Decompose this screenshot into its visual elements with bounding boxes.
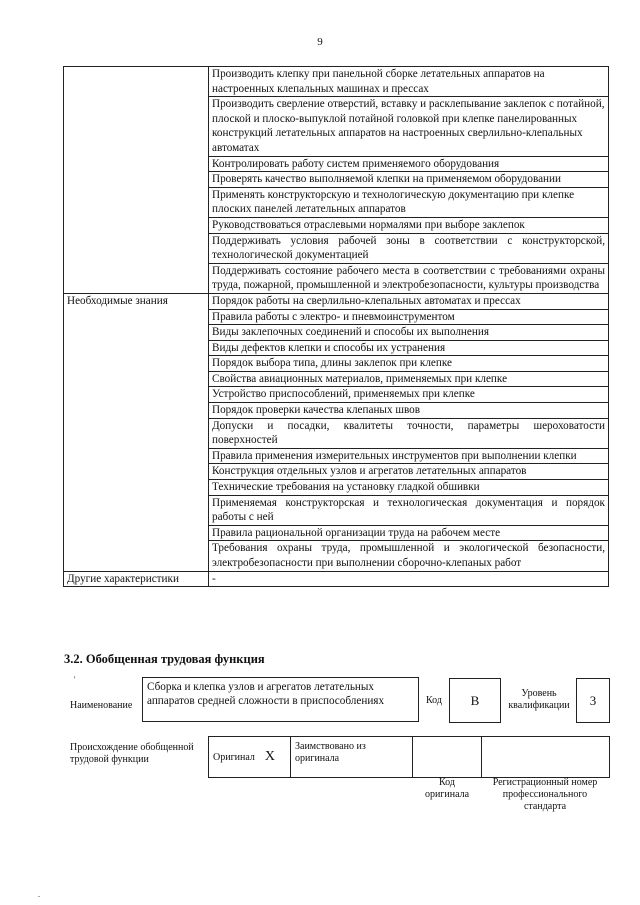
table-row: [64, 571, 609, 587]
borrowed-label: Заимствовано из оригинала: [291, 737, 413, 777]
code-label: Код: [426, 695, 442, 706]
code-original-caption: Код оригинала: [424, 777, 470, 800]
category-cell-empty: [64, 67, 209, 294]
knowledge-item: Виды заклепочных соединений и способы их выполнения: [209, 325, 609, 341]
tick-mark: ': [74, 675, 76, 684]
table-row: [64, 293, 609, 309]
qualification-level-box: 3: [576, 678, 610, 723]
origin-label: Происхождение обобщенной трудовой функции: [70, 742, 194, 765]
code-box: B: [449, 678, 501, 723]
section-title: 3.2. Обобщенная трудовая функция: [64, 652, 265, 666]
qualification-level-label: Уровень квалификации: [508, 688, 570, 711]
knowledge-item: Допуски и посадки, квалитеты точности, параметры шероховатости поверхностей: [209, 418, 609, 448]
skills-table: [63, 66, 609, 587]
function-name-box: Сборка и клепка узлов и агрегатов летательных аппаратов средней сложности в приспособлениях: [142, 677, 419, 722]
original-code-cell: [413, 737, 482, 777]
skill-item: Контролировать работу систем применяемого оборудования: [209, 156, 609, 172]
knowledge-item: Порядок проверки качества клепаных швов: [209, 403, 609, 419]
skill-item: Производить сверление отверстий, вставку и расклепывание заклепок с потайной, плоской и плоско-выпуклой потайной головкой при клепке панелированных конструкций летательных аппаратов на настроенных сверлильно-клепальных автоматах: [209, 97, 609, 156]
knowledge-item: Правила работы с электро- и пневмоинструментом: [209, 309, 609, 325]
name-label: Наименование: [70, 700, 133, 711]
skill-item: Поддерживать состояние рабочего места в соответствии с требованиями охраны труда, пожарной, промышленной и электробезопасности, культуры производства: [209, 263, 609, 293]
knowledge-item: Правила рациональной организации труда на рабочем месте: [209, 525, 609, 541]
page-number: 9: [317, 36, 323, 48]
origin-row: [208, 736, 610, 778]
knowledge-item: Технические требования на установку гладкой обшивки: [209, 480, 609, 496]
registration-number-caption: Регистрационный номер профессионального стандарта: [492, 777, 598, 812]
skill-item: Проверять качество выполняемой клепки на применяемом оборудовании: [209, 172, 609, 188]
other-characteristics-label: Другие характеристики: [64, 571, 209, 587]
knowledge-item: Порядок выбора типа, длины заклепок при клепке: [209, 356, 609, 372]
original-label: Оригинал: [213, 751, 255, 763]
skill-item: Производить клепку при панельной сборке летательных аппаратов на настроенных клепальных машинах и прессах: [209, 67, 609, 97]
original-cell: [209, 737, 291, 777]
original-mark: X: [264, 749, 276, 764]
knowledge-item: Правила применения измерительных инструментов при выполнении клепки: [209, 448, 609, 464]
knowledge-item: Применяемая конструкторская и технологическая документация и порядок работы с ней: [209, 495, 609, 525]
knowledge-item: Свойства авиационных материалов, применяемых при клепке: [209, 371, 609, 387]
knowledge-item: Конструкция отдельных узлов и агрегатов летательных аппаратов: [209, 464, 609, 480]
skill-item: Поддерживать условия рабочей зоны в соответствии с конструкторской, технологической документацией: [209, 233, 609, 263]
skill-item: Применять конструкторскую и технологическую документацию при клепке плоских панелей летательных аппаратов: [209, 187, 609, 217]
knowledge-item: Порядок работы на сверлильно-клепальных автоматах и прессах: [209, 293, 609, 309]
table-row: [64, 67, 609, 97]
knowledge-item: Виды дефектов клепки и способы их устранения: [209, 340, 609, 356]
scan-speck: .: [38, 890, 40, 899]
knowledge-category-label: Необходимые знания: [64, 293, 209, 571]
knowledge-item: Требования охраны труда, промышленной и экологической безопасности, электробезопасности при выполнении сборочно-клепаных работ: [209, 541, 609, 571]
registration-number-cell: [482, 737, 609, 777]
skill-item: Руководствоваться отраслевыми нормалями при выборе заклепок: [209, 217, 609, 233]
other-characteristics-value: -: [209, 571, 609, 587]
knowledge-item: Устройство приспособлений, применяемых при клепке: [209, 387, 609, 403]
